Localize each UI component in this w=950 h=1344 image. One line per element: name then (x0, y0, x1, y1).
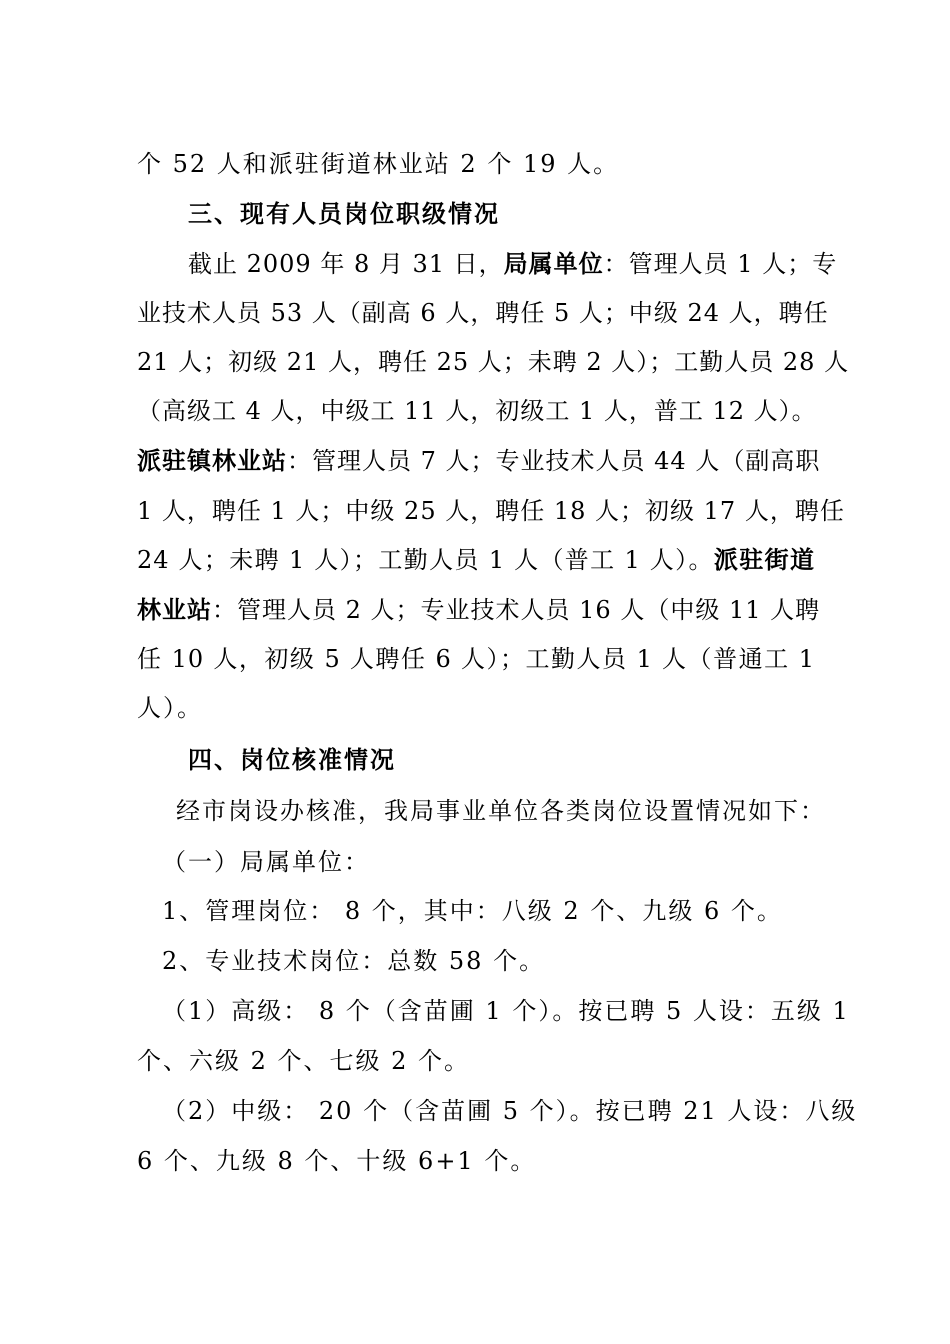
body-line: 24 人；未聘 1 人）；工勤人员 1 人（普工 1 人）。派驻街道 (137, 545, 816, 574)
body-line: 派驻镇林业站：管理人员 7 人；专业技术人员 44 人（副高职 (137, 446, 821, 475)
body-line: 任 10 人，初级 5 人聘任 6 人）；工勤人员 1 人（普通工 1 (137, 645, 815, 673)
body-line: 业技术人员 53 人（副高 6 人，聘任 5 人；中级 24 人，聘任 (137, 299, 829, 327)
subsection-heading: （一）局属单位： (162, 848, 370, 876)
body-line: 林业站：管理人员 2 人；专业技术人员 16 人（中级 11 人聘 (137, 595, 821, 624)
bold-term-bureau-units: 局属单位 (503, 249, 604, 278)
body-line: 个、六级 2 个、七级 2 个。 (137, 1047, 471, 1075)
list-item: 1、管理岗位： 8 个，其中：八级 2 个、九级 6 个。 (162, 897, 783, 925)
list-item: （1）高级： 8 个（含苗圃 1 个）。按已聘 5 人设：五级 1 (162, 997, 850, 1025)
body-line: 经市岗设办核准，我局事业单位各类岗位设置情况如下： (176, 797, 826, 825)
list-item: 2、专业技术岗位：总数 58 个。 (162, 947, 546, 975)
body-line: 6 个、九级 8 个、十级 6+1 个。 (137, 1147, 537, 1175)
bold-term-forestry-station: 林业站 (137, 595, 212, 624)
body-line: 人）。 (137, 694, 203, 722)
section-heading-3: 三、现有人员岗位职级情况 (188, 199, 500, 228)
body-line: 截止 2009 年 8 月 31 日，局属单位：管理人员 1 人；专 (188, 249, 838, 278)
list-item: （2）中级： 20 个（含苗圃 5 个）。按已聘 21 人设：八级 (162, 1097, 858, 1125)
section-heading-4: 四、岗位核准情况 (188, 745, 396, 774)
body-line: 1 人，聘任 1 人；中级 25 人，聘任 18 人；初级 17 人，聘任 (137, 497, 845, 525)
body-line: （高级工 4 人，中级工 11 人，初级工 1 人，普工 12 人）。 (137, 397, 817, 425)
bold-term-town-stations: 派驻镇林业站 (137, 446, 287, 475)
body-line: 21 人；初级 21 人，聘任 25 人；未聘 2 人）；工勤人员 28 人 (137, 348, 850, 376)
bold-term-street-stations: 派驻街道 (713, 545, 816, 574)
body-line: 个 52 人和派驻街道林业站 2 个 19 人。 (137, 150, 620, 178)
